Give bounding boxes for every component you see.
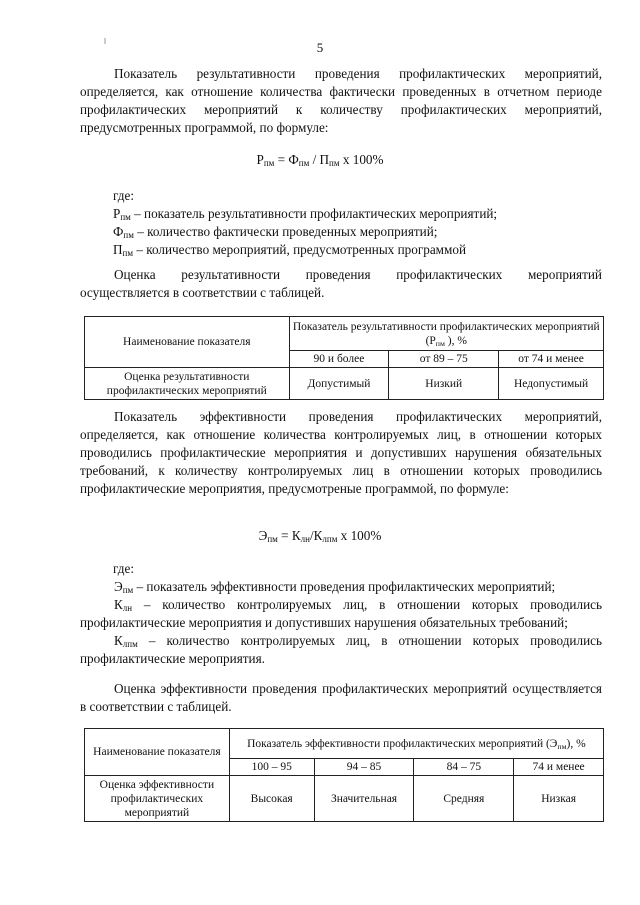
table-row-label: Оценка эффективности профилактических мероприятий: [85, 776, 230, 822]
efficiency-table: [84, 728, 604, 822]
table-row-label: Оценка результативности профилактических мероприятий: [85, 368, 290, 400]
table-range-cell: 90 и более: [289, 351, 389, 368]
definition-line: $К_{лн}$ – количество контролируемых лиц, в отношении которых проводились профилактические мероприятия и допустивших нарушения обязательных требований;: [80, 597, 602, 630]
definition-line: $П_{пм}$ – количество мероприятий, предусмотренных программой: [113, 242, 467, 259]
definition-line: $Р_{пм}$ – показатель результативности профилактических мероприятий;: [113, 206, 498, 223]
paragraph-table-intro-2: Оценка эффективности проведения профилактических мероприятий осуществляется в соответствии с таблицей.: [80, 681, 602, 714]
where-label: где:: [113, 188, 134, 203]
table-grade-cell: Низкая: [514, 776, 604, 822]
table-range-cell: 94 – 85: [314, 759, 414, 776]
page-number: 5: [316, 40, 324, 55]
table-range-cell: 74 и менее: [514, 759, 604, 776]
table-grade-cell: Допустимый: [289, 368, 389, 400]
formula-result: $Р_{пм} = Ф_{пм} / П_{пм}$ х 100%: [256, 152, 384, 169]
table-header-value: Показатель результативности профилактических мероприятий ($Р_{пм}$ ), %: [289, 317, 603, 351]
definition-line: $Ф_{пм}$ – количество фактически проведенных мероприятий;: [113, 224, 438, 241]
definitions-block: [80, 578, 602, 668]
definition-line: $Э_{пм}$ – показатель эффективности проведения профилактических мероприятий;: [114, 579, 556, 596]
results-table: [84, 316, 604, 400]
table-grade-cell: Значительная: [314, 776, 414, 822]
table-header-name: Наименование показателя: [85, 729, 230, 776]
table-range-cell: от 89 – 75: [389, 351, 499, 368]
table-grade-cell: Средняя: [414, 776, 514, 822]
paragraph-effectiveness-definition: Показатель результативности проведения профилактических мероприятий, определяется, как отношение количества фактически проведенных в отчетном периоде профилактических мероприятий к количеству профилактических мероприятий, предусмотренных программой, по формуле:: [80, 66, 602, 135]
table-header-value: Показатель эффективности профилактических мероприятий $(Э_{пм})$, %: [229, 729, 603, 759]
table-range-cell: 84 – 75: [414, 759, 514, 776]
where-label: где:: [113, 561, 134, 576]
table-grade-cell: Высокая: [229, 776, 314, 822]
paragraph-table-intro: Оценка результативности проведения профилактических мероприятий осуществляется в соответствии с таблицей.: [80, 267, 602, 300]
table-range-cell: 100 – 95: [229, 759, 314, 776]
table-range-cell: от 74 и менее: [499, 351, 604, 368]
paragraph-efficiency-definition: Показатель эффективности проведения профилактических мероприятий, определяется, как отношение количества контролируемых лиц, в отношении которых проводились профилактические мероприятия и допустивших нарушения обязательных требований, к количеству контролируемых лиц в отношении которых проводились профилактические мероприятия, предусмотреные программой, по формуле:: [80, 409, 602, 496]
formula-efficiency: $Э_{пм} = К_{лн}/К_{лпм}$ х 100%: [258, 528, 382, 545]
table-grade-cell: Недопустимый: [499, 368, 604, 400]
table-header-name: Наименование показателя: [85, 317, 290, 368]
table-grade-cell: Низкий: [389, 368, 499, 400]
definition-line: $К_{лпм}$ – количество контролируемых лиц, в отношении которых проводились профилактические мероприятия.: [80, 633, 602, 666]
